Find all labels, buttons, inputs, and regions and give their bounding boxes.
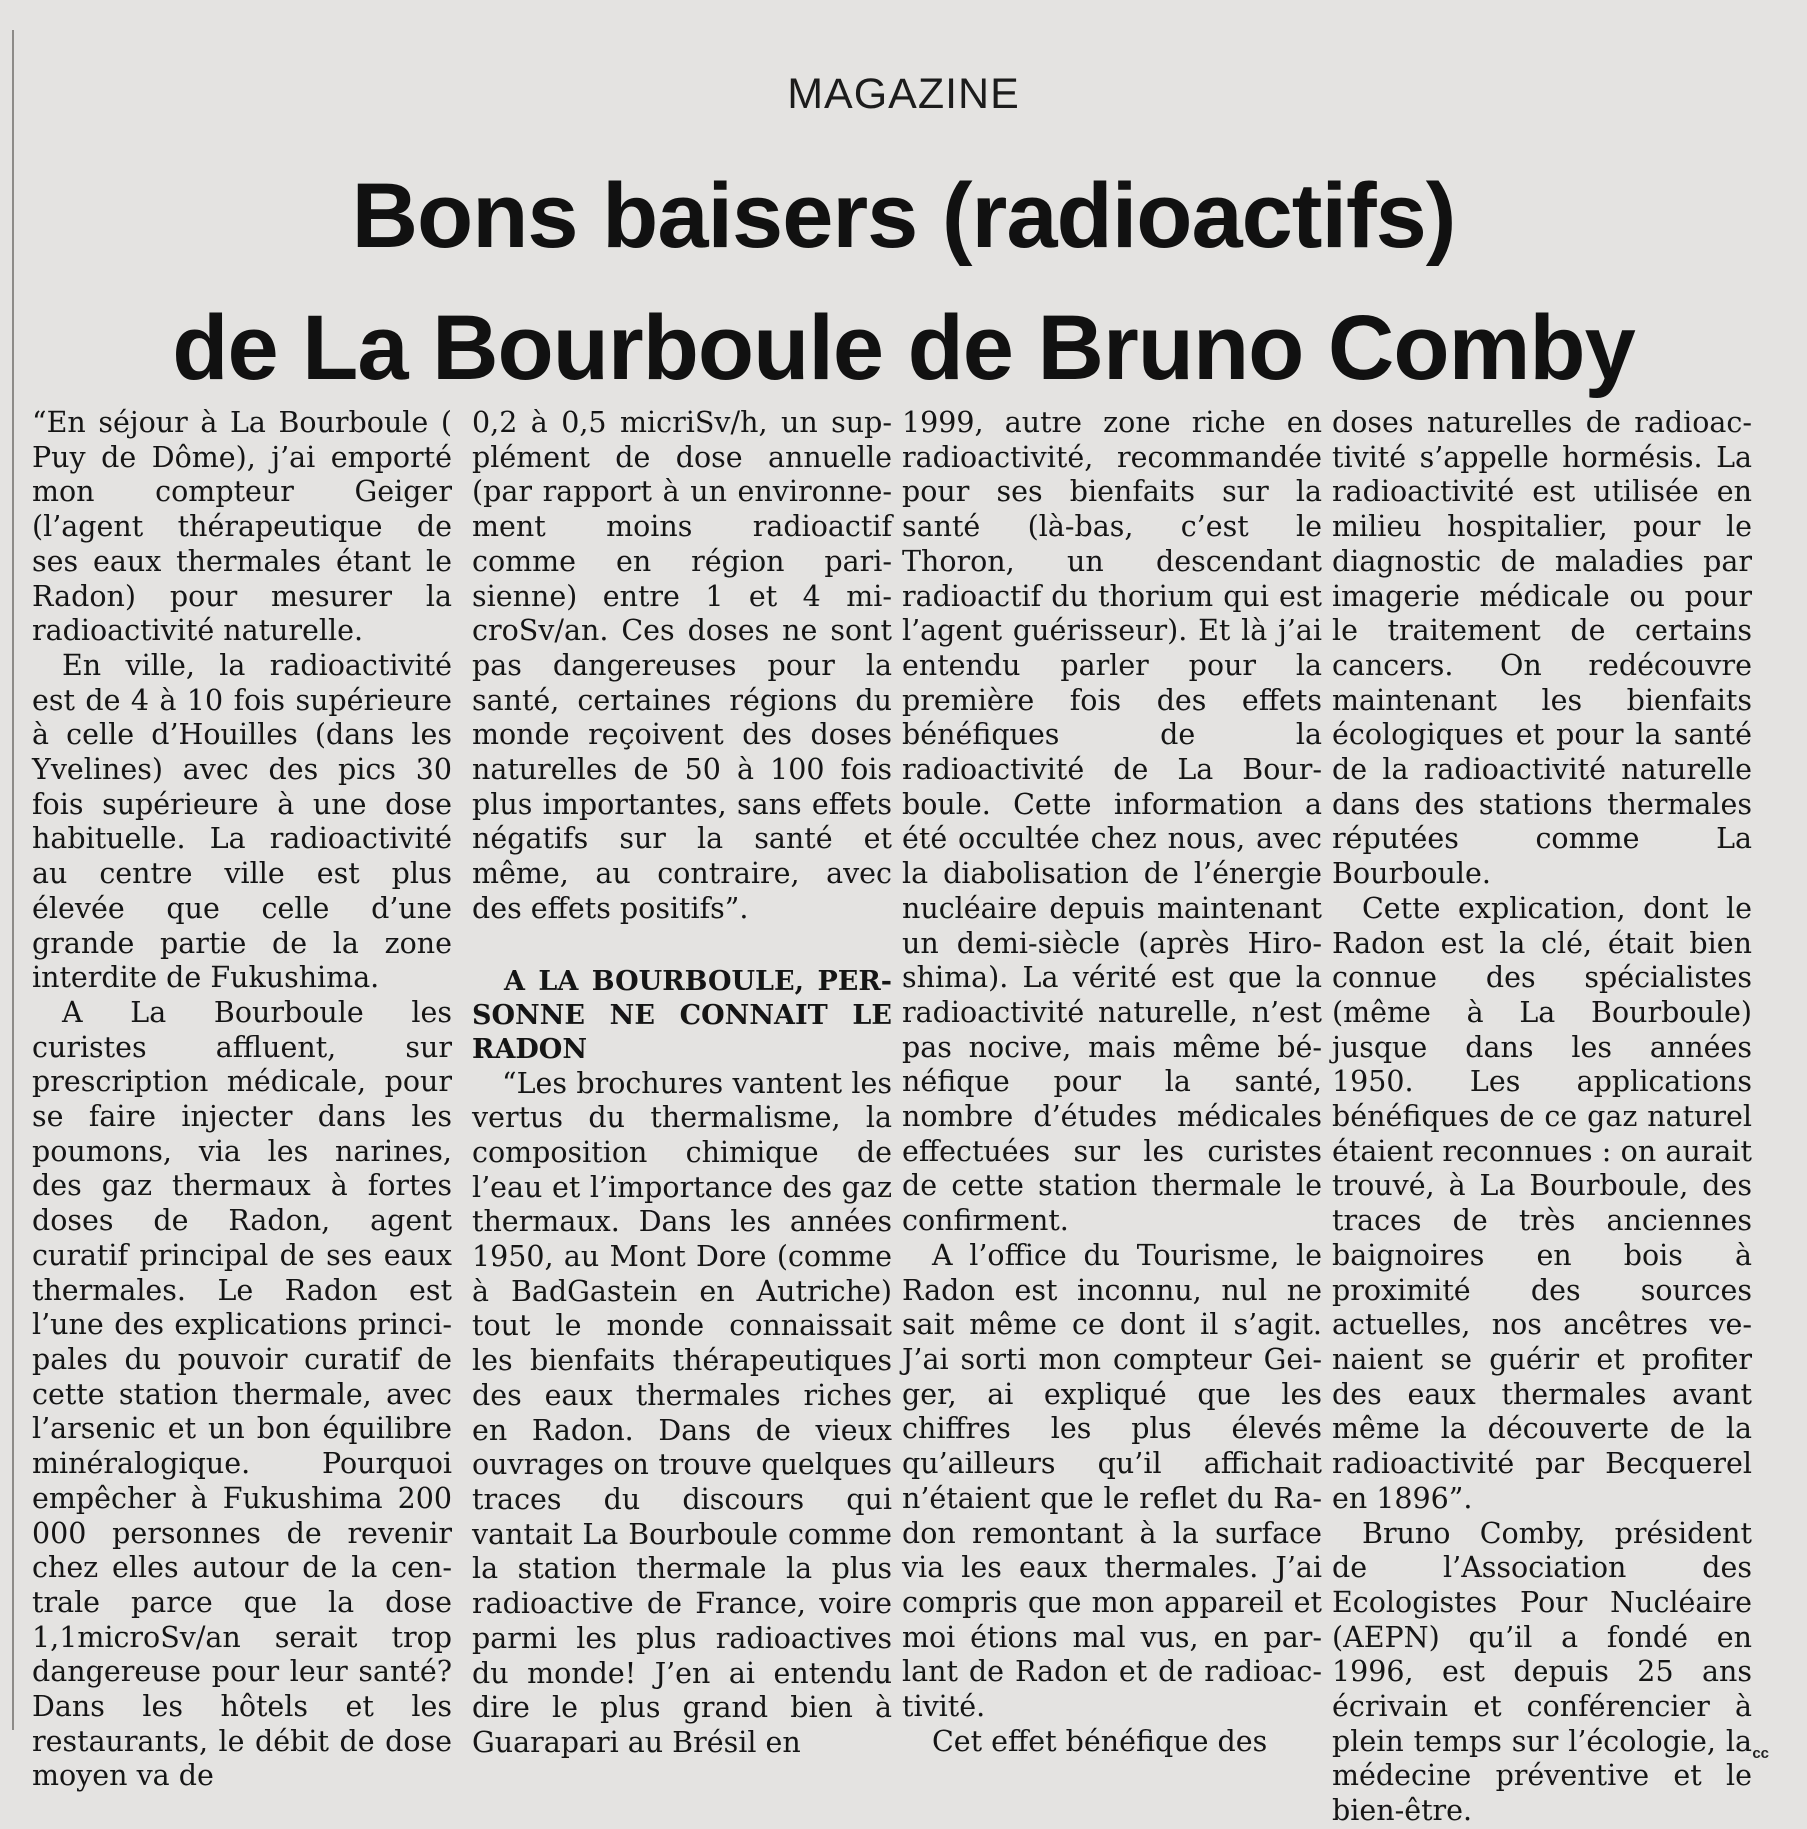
paragraph: A l’office du Tourisme, le Radon est inconnu, nul ne sait même ce dont il s’agit. J’ai sorti mon compteur Geiger, ai expliqué que les chiffres les plus élevés qu’ailleurs qu’il affichait n’étaient que le reflet du Radon remontant à la surface via les eaux thermales. J’ai compris que mon appareil et moi étions mal vus, en parlant de Radon et de radioactivité. — [902, 1238, 1322, 1724]
paragraph: A La Bourboule les curistes affluent, sur prescription médicale, pour se faire injecter dans les poumons, via les narines, des gaz thermaux à fortes doses de Radon, agent curatif principal de ses eaux thermales. Le Radon est l’une des explications principales du pouvoir curatif de cette station thermale, avec l’arsenic et un bon équilibre minéralogique. Pourquoi empêcher à Fukushima 200 000 personnes de revenir chez elles autour de la centrale parce que la dose 1,1microSv/an serait trop dangereuse pour leur santé? Dans les hôtels et les restaurants, le débit de dose moyen va de — [32, 995, 452, 1793]
paragraph: Cet effet bénéfique des — [932, 1724, 1268, 1758]
paragraph: Bruno Comby, président de l’Association des Ecologistes Pour Nucléaire (AEPN) qu’il a fondé en 1996, est depuis 25 ans écrivain et conférencier à plein temps sur l’écologie, la médecine préventive et le bien-être. — [1332, 1516, 1752, 1828]
paragraph: “Les brochures vantent les vertus du thermalisme, la composition chimique de l’eau et l’importance des gaz thermaux. Dans les années 1950, au Mont Dore (comme à BadGastein en Autriche) tout le monde connaissait les bienfaits thérapeutiques des eaux thermales riches en Radon. Dans de vieux ouvrages on trouve quelques traces du discours qui vantait La Bourboule comme la station thermale la plus radioactive de France, voire parmi les plus radioactives du monde! J’en ai entendu dire le plus grand bien à Guarapari au Brésil en — [472, 1066, 892, 1759]
section-label: MAGAZINE — [787, 70, 1020, 118]
article-column-4 — [1332, 406, 1752, 1829]
paragraph: doses naturelles de radioactivité s’appelle hormésis. La radioactivité est utilisée en milieu hospitalier, pour le diagnostic de maladies par imagerie médicale ou pour le traitement de certains cancers. On redécouvre maintenant les bienfaits écologiques et pour la santé de la radioactivité naturelle dans des stations thermales réputées comme La Bourboule. — [1332, 406, 1752, 891]
paragraph: En ville, la radioactivité est de 4 à 10 fois supérieure à celle d’Houilles (dans les Yvelines) avec des pics 30 fois supérieure à une dose habituelle. La radioactivité au centre ville est plus élevée que celle d’une grande partie de la zone interdite de Fukushima. — [32, 648, 452, 995]
paragraph: 0,2 à 0,5 micriSv/h, un supplément de dose annuelle (par rapport à un environnement moins radioactif comme en région parisienne) entre 1 et 4 microSv/an. Ces doses ne sont pas dangereuses pour la santé, certaines régions du monde reçoivent des doses naturelles de 50 à 100 fois plus importantes, sans effets négatifs sur la santé et même, au contraire, avec des effets positifs”. — [472, 406, 892, 925]
article-column-2 — [472, 406, 892, 1761]
paragraph: Cette explication, dont le Radon est la clé, était bien connue des spécialistes (même à La Bourboule) jusque dans les années 1950. Les applications bénéfiques de ce gaz naturel étaient reconnues : on aurait trouvé, à La Bourboule, des traces de très anciennes baignoires en bois à proximité des sources actuelles, nos ancêtres venaient se guérir et profiter des eaux thermales avant même la découverte de la radioactivité par Becquerel en 1896”. — [1332, 891, 1752, 1515]
photo-credit: cc — [1752, 1745, 1769, 1762]
headline-line-1: Bons baisers (radioactifs) — [351, 165, 1456, 267]
section-subheading: A LA BOURBOULE, PERSONNE NE CONNAIT LE RADON — [472, 965, 892, 1065]
paragraph: 1999, autre zone riche en radioactivité, recommandée pour ses bienfaits sur la santé (là-bas, c’est le Thoron, un descendant radioactif du thorium qui est l’agent guérisseur). Et là j’ai entendu parler pour la première fois des effets bénéfiques de la radioactivité de La Bourboule. Cette information a été occultée chez nous, avec la diabolisation de l’énergie nucléaire depuis maintenant un demi-siècle (après Hiroshima). La vérité est que la radioactivité naturelle, n’est pas nocive, mais même bénéfique pour la santé, nombre d’études médicales effectuées sur les curistes de cette station thermale le confirment. — [902, 406, 1322, 1238]
headline-line-2: de La Bourboule de Bruno Comby — [172, 297, 1635, 399]
article-column-3 — [902, 406, 1322, 1759]
article-headline — [0, 150, 1807, 414]
article-column-1 — [32, 406, 452, 1794]
paragraph: “En séjour à La Bourboule ( Puy de Dôme), j’ai emporté mon compteur Geiger (l’agent thérapeutique de ses eaux thermales étant le Radon) pour mesurer la radioactivité naturelle. — [32, 406, 452, 648]
